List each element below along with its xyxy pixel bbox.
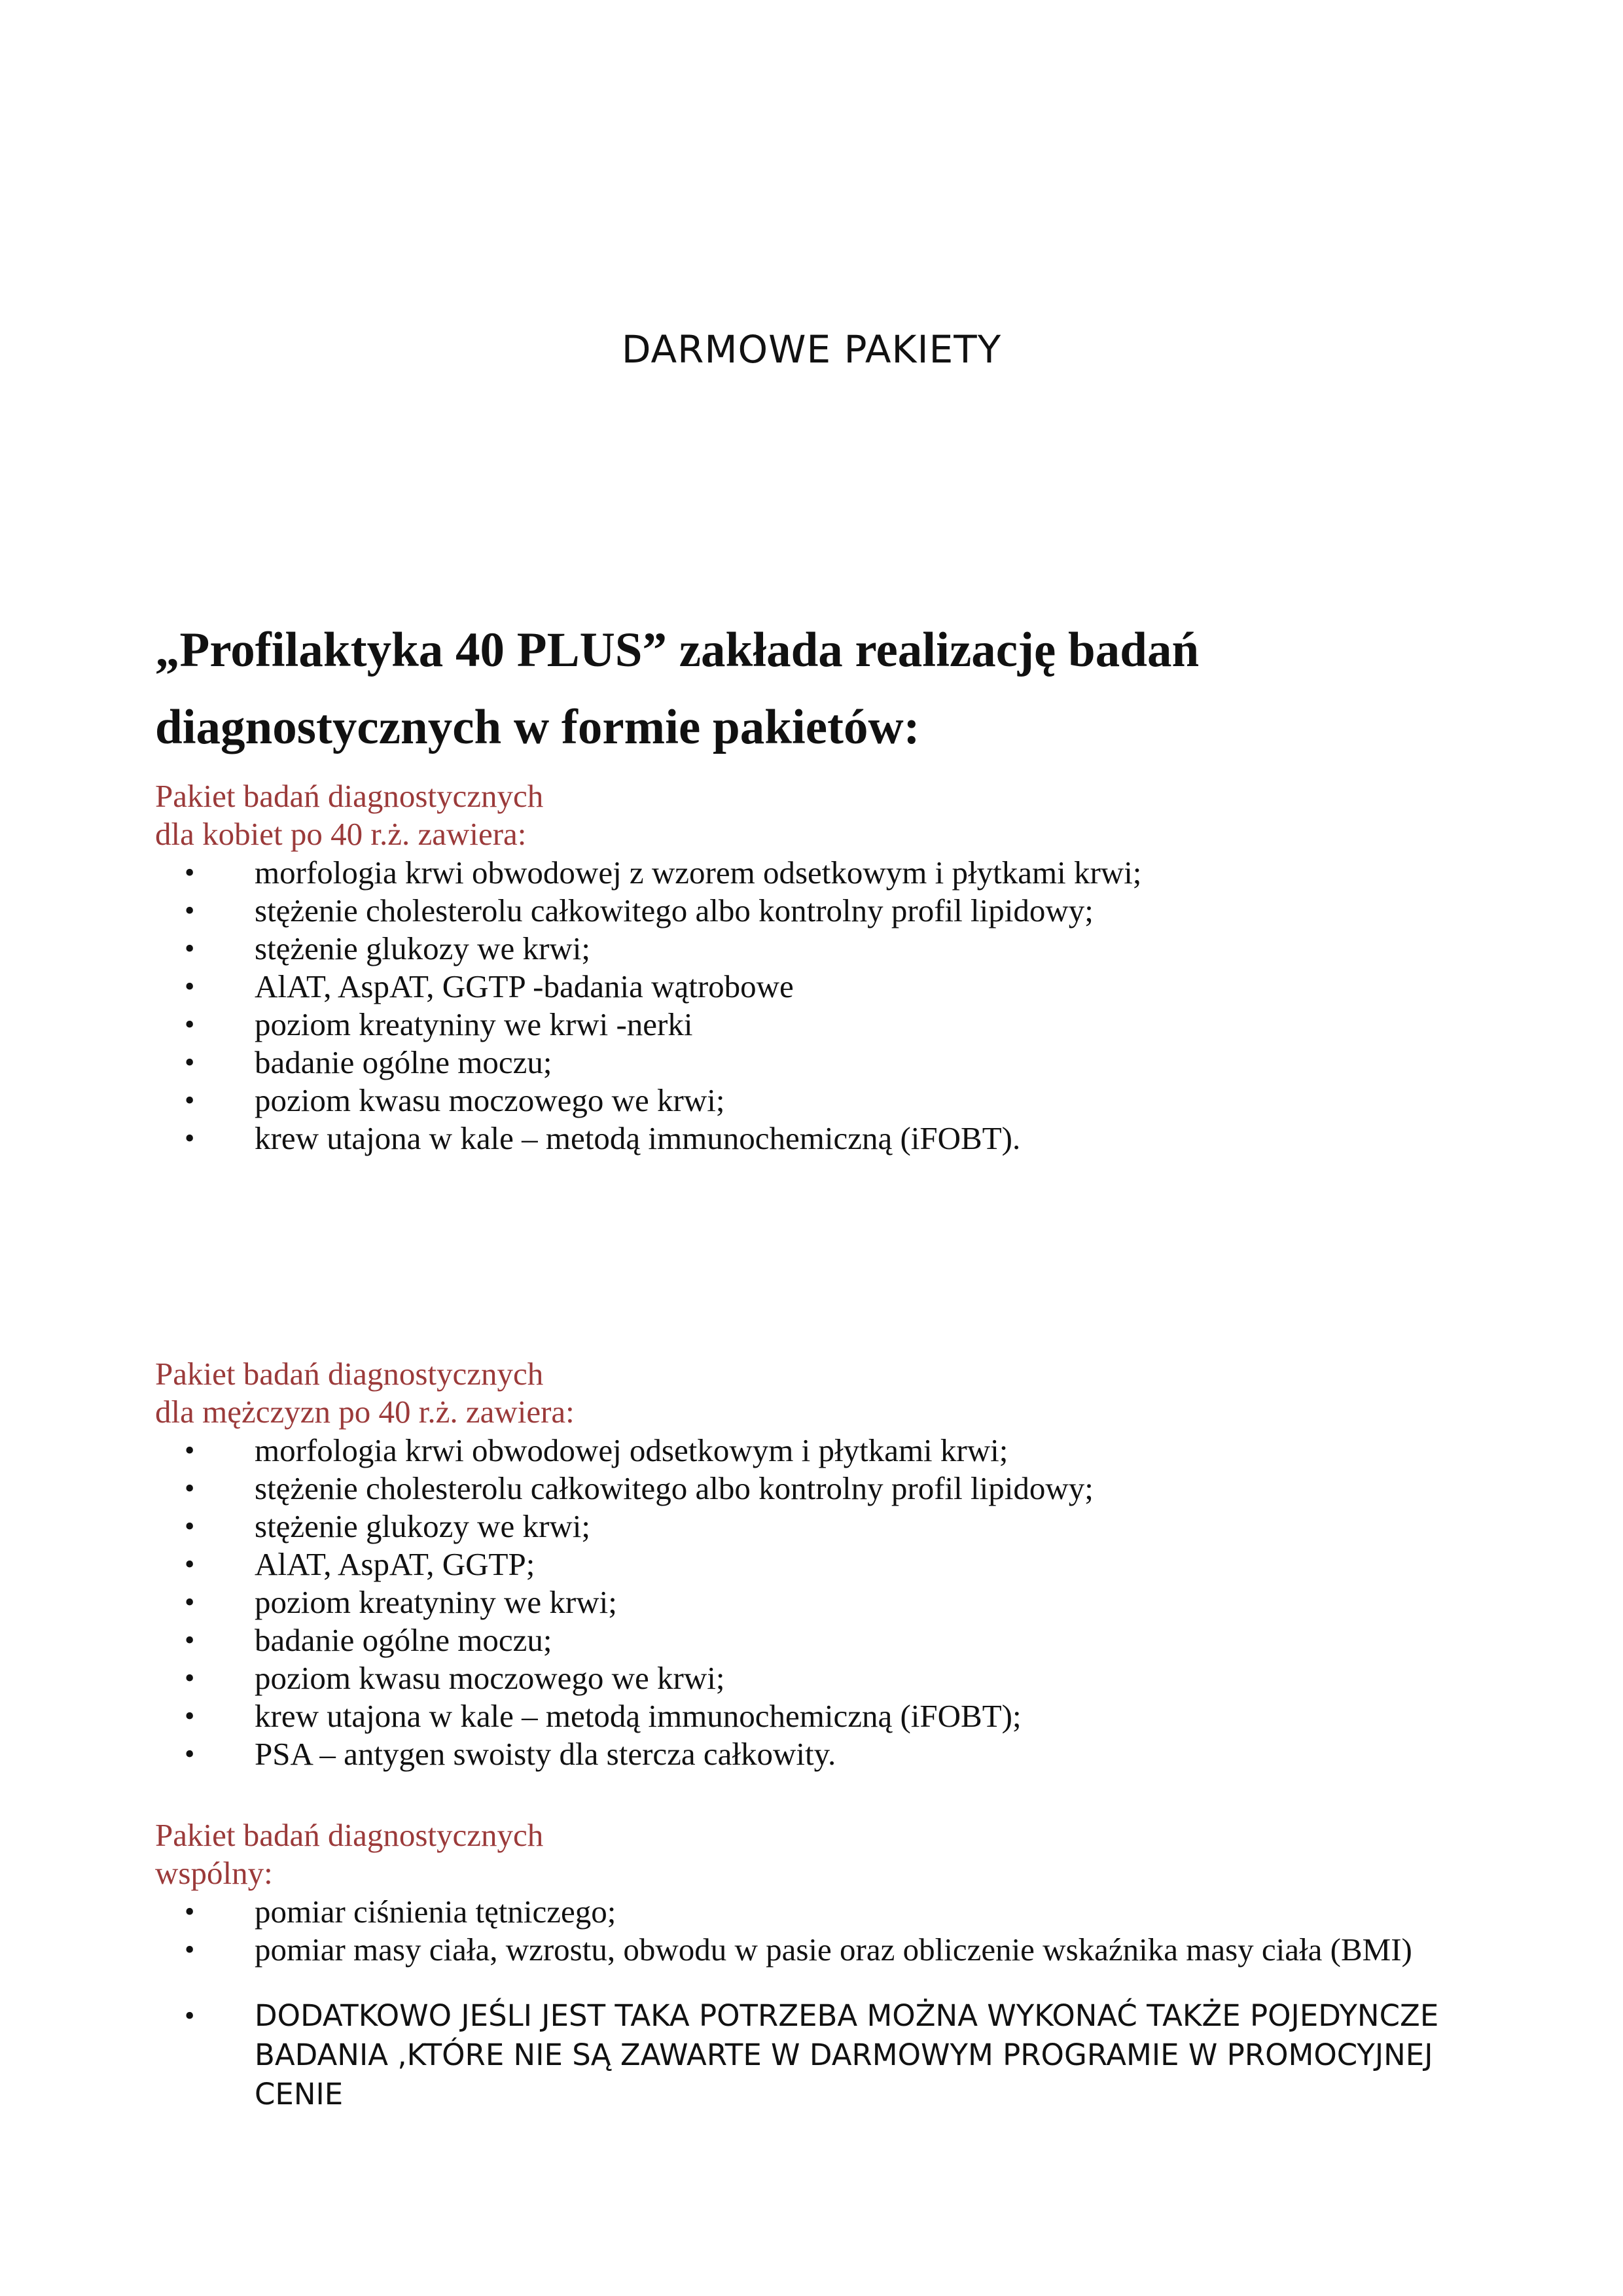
list-item-text: poziom kreatyniny we krwi; [255, 1584, 617, 1620]
list-item-text: poziom kwasu moczowego we krwi; [255, 1082, 725, 1118]
bullet-icon: • [185, 1008, 195, 1040]
list-item [0, 1621, 1623, 1659]
bullet-icon: • [185, 1510, 195, 1542]
women-package-label [155, 777, 543, 853]
bullet-icon: • [185, 1548, 195, 1580]
list-item-text: PSA – antygen swoisty dla stercza całkowity. [255, 1736, 836, 1772]
bullet-icon: • [185, 1896, 195, 1928]
list-item [0, 1893, 1623, 1931]
list-item-text: AlAT, AspAT, GGTP; [255, 1546, 535, 1582]
list-item [0, 1432, 1623, 1470]
bullet-icon: • [185, 970, 195, 1002]
list-item-text: poziom kreatyniny we krwi -nerki [255, 1006, 693, 1042]
bullet-icon: • [185, 1700, 195, 1732]
list-item-text: pomiar ciśnienia tętniczego; [255, 1894, 616, 1930]
women-package-list [0, 854, 1623, 1157]
men-package-label-line-2: dla mężczyzn po 40 r.ż. zawiera: [155, 1394, 575, 1430]
list-item-text: stężenie cholesterolu całkowitego albo kontrolny profil lipidowy; [255, 1470, 1094, 1506]
bullet-icon: • [185, 894, 195, 927]
list-item [0, 1735, 1623, 1773]
bullet-icon: • [185, 1472, 195, 1504]
list-item [0, 1659, 1623, 1697]
men-package-list [0, 1432, 1623, 1773]
common-package-label-line-1: Pakiet badań diagnostycznych [155, 1817, 544, 1853]
bullet-icon: • [185, 1434, 195, 1466]
list-item [0, 1044, 1623, 1082]
common-package-label-line-2: wspólny: [155, 1855, 273, 1891]
common-package-label [155, 1816, 543, 1892]
bullet-icon: • [185, 1738, 195, 1770]
list-item-text: krew utajona w kale – metodą immunochemiczną (iFOBT). [255, 1120, 1021, 1156]
bullet-icon: • [185, 1122, 195, 1154]
list-item-text: morfologia krwi obwodowej odsetkowym i płytkami krwi; [255, 1432, 1008, 1468]
list-item-text: badanie ogólne moczu; [255, 1044, 552, 1080]
list-item-text: stężenie glukozy we krwi; [255, 1508, 590, 1544]
women-package-label-line-1: Pakiet badań diagnostycznych [155, 778, 544, 814]
list-item-text: krew utajona w kale – metodą immunochemiczną (iFOBT); [255, 1698, 1022, 1734]
page-title: DARMOWE PAKIETY [621, 327, 1002, 372]
list-item [0, 1082, 1623, 1120]
list-item [0, 1545, 1623, 1583]
bullet-icon: • [185, 1586, 195, 1618]
list-item-text: poziom kwasu moczowego we krwi; [255, 1660, 725, 1696]
main-heading [155, 612, 1464, 766]
list-item [0, 1006, 1623, 1044]
list-item [0, 1120, 1623, 1157]
list-item [0, 930, 1623, 968]
list-item [0, 1583, 1623, 1621]
list-item-text: pomiar masy ciała, wzrostu, obwodu w pasie oraz obliczenie wskaźnika masy ciała (BMI) [255, 1932, 1412, 1968]
bullet-icon: • [185, 1662, 195, 1694]
bullet-icon: • [185, 1934, 195, 1966]
main-heading-line-2: diagnostycznych w formie pakietów: [155, 700, 920, 754]
list-item-text: stężenie glukozy we krwi; [255, 930, 590, 966]
list-item [0, 1470, 1623, 1508]
women-package-label-line-2: dla kobiet po 40 r.ż. zawiera: [155, 816, 527, 852]
list-item-text: badanie ogólne moczu; [255, 1622, 552, 1658]
bullet-icon: • [185, 2000, 195, 2032]
list-item [0, 968, 1623, 1006]
bullet-icon: • [185, 1624, 195, 1656]
main-heading-line-1: „Profilaktyka 40 PLUS” zakłada realizację badań [155, 623, 1200, 677]
list-item [0, 1931, 1623, 1969]
bullet-icon: • [185, 1046, 195, 1078]
common-package-list [0, 1893, 1623, 1969]
list-item-text: morfologia krwi obwodowej z wzorem odsetkowym i płytkami krwi; [255, 855, 1142, 891]
list-item-text: AlAT, AspAT, GGTP -badania wątrobowe [255, 968, 794, 1004]
list-item [0, 1697, 1623, 1735]
men-package-label-line-1: Pakiet badań diagnostycznych [155, 1356, 544, 1392]
bullet-icon: • [185, 1084, 195, 1116]
bullet-icon: • [185, 857, 195, 889]
list-item [0, 892, 1623, 930]
additional-note-text: DODATKOWO JEŚLI JEST TAKA POTRZEBA MOŻNA WYKONAĆ TAKŻE POJEDYNCZE BADANIA ,KTÓRE NIE SĄ ZAWARTE W DARMOWYM PROGRAMIE W PROMOCYJNEJ CENIE [255, 1998, 1439, 2111]
list-item [0, 1508, 1623, 1545]
men-package-label [155, 1355, 575, 1431]
list-item [0, 854, 1623, 892]
bullet-icon: • [185, 932, 195, 964]
list-item-text: stężenie cholesterolu całkowitego albo kontrolny profil lipidowy; [255, 892, 1094, 928]
